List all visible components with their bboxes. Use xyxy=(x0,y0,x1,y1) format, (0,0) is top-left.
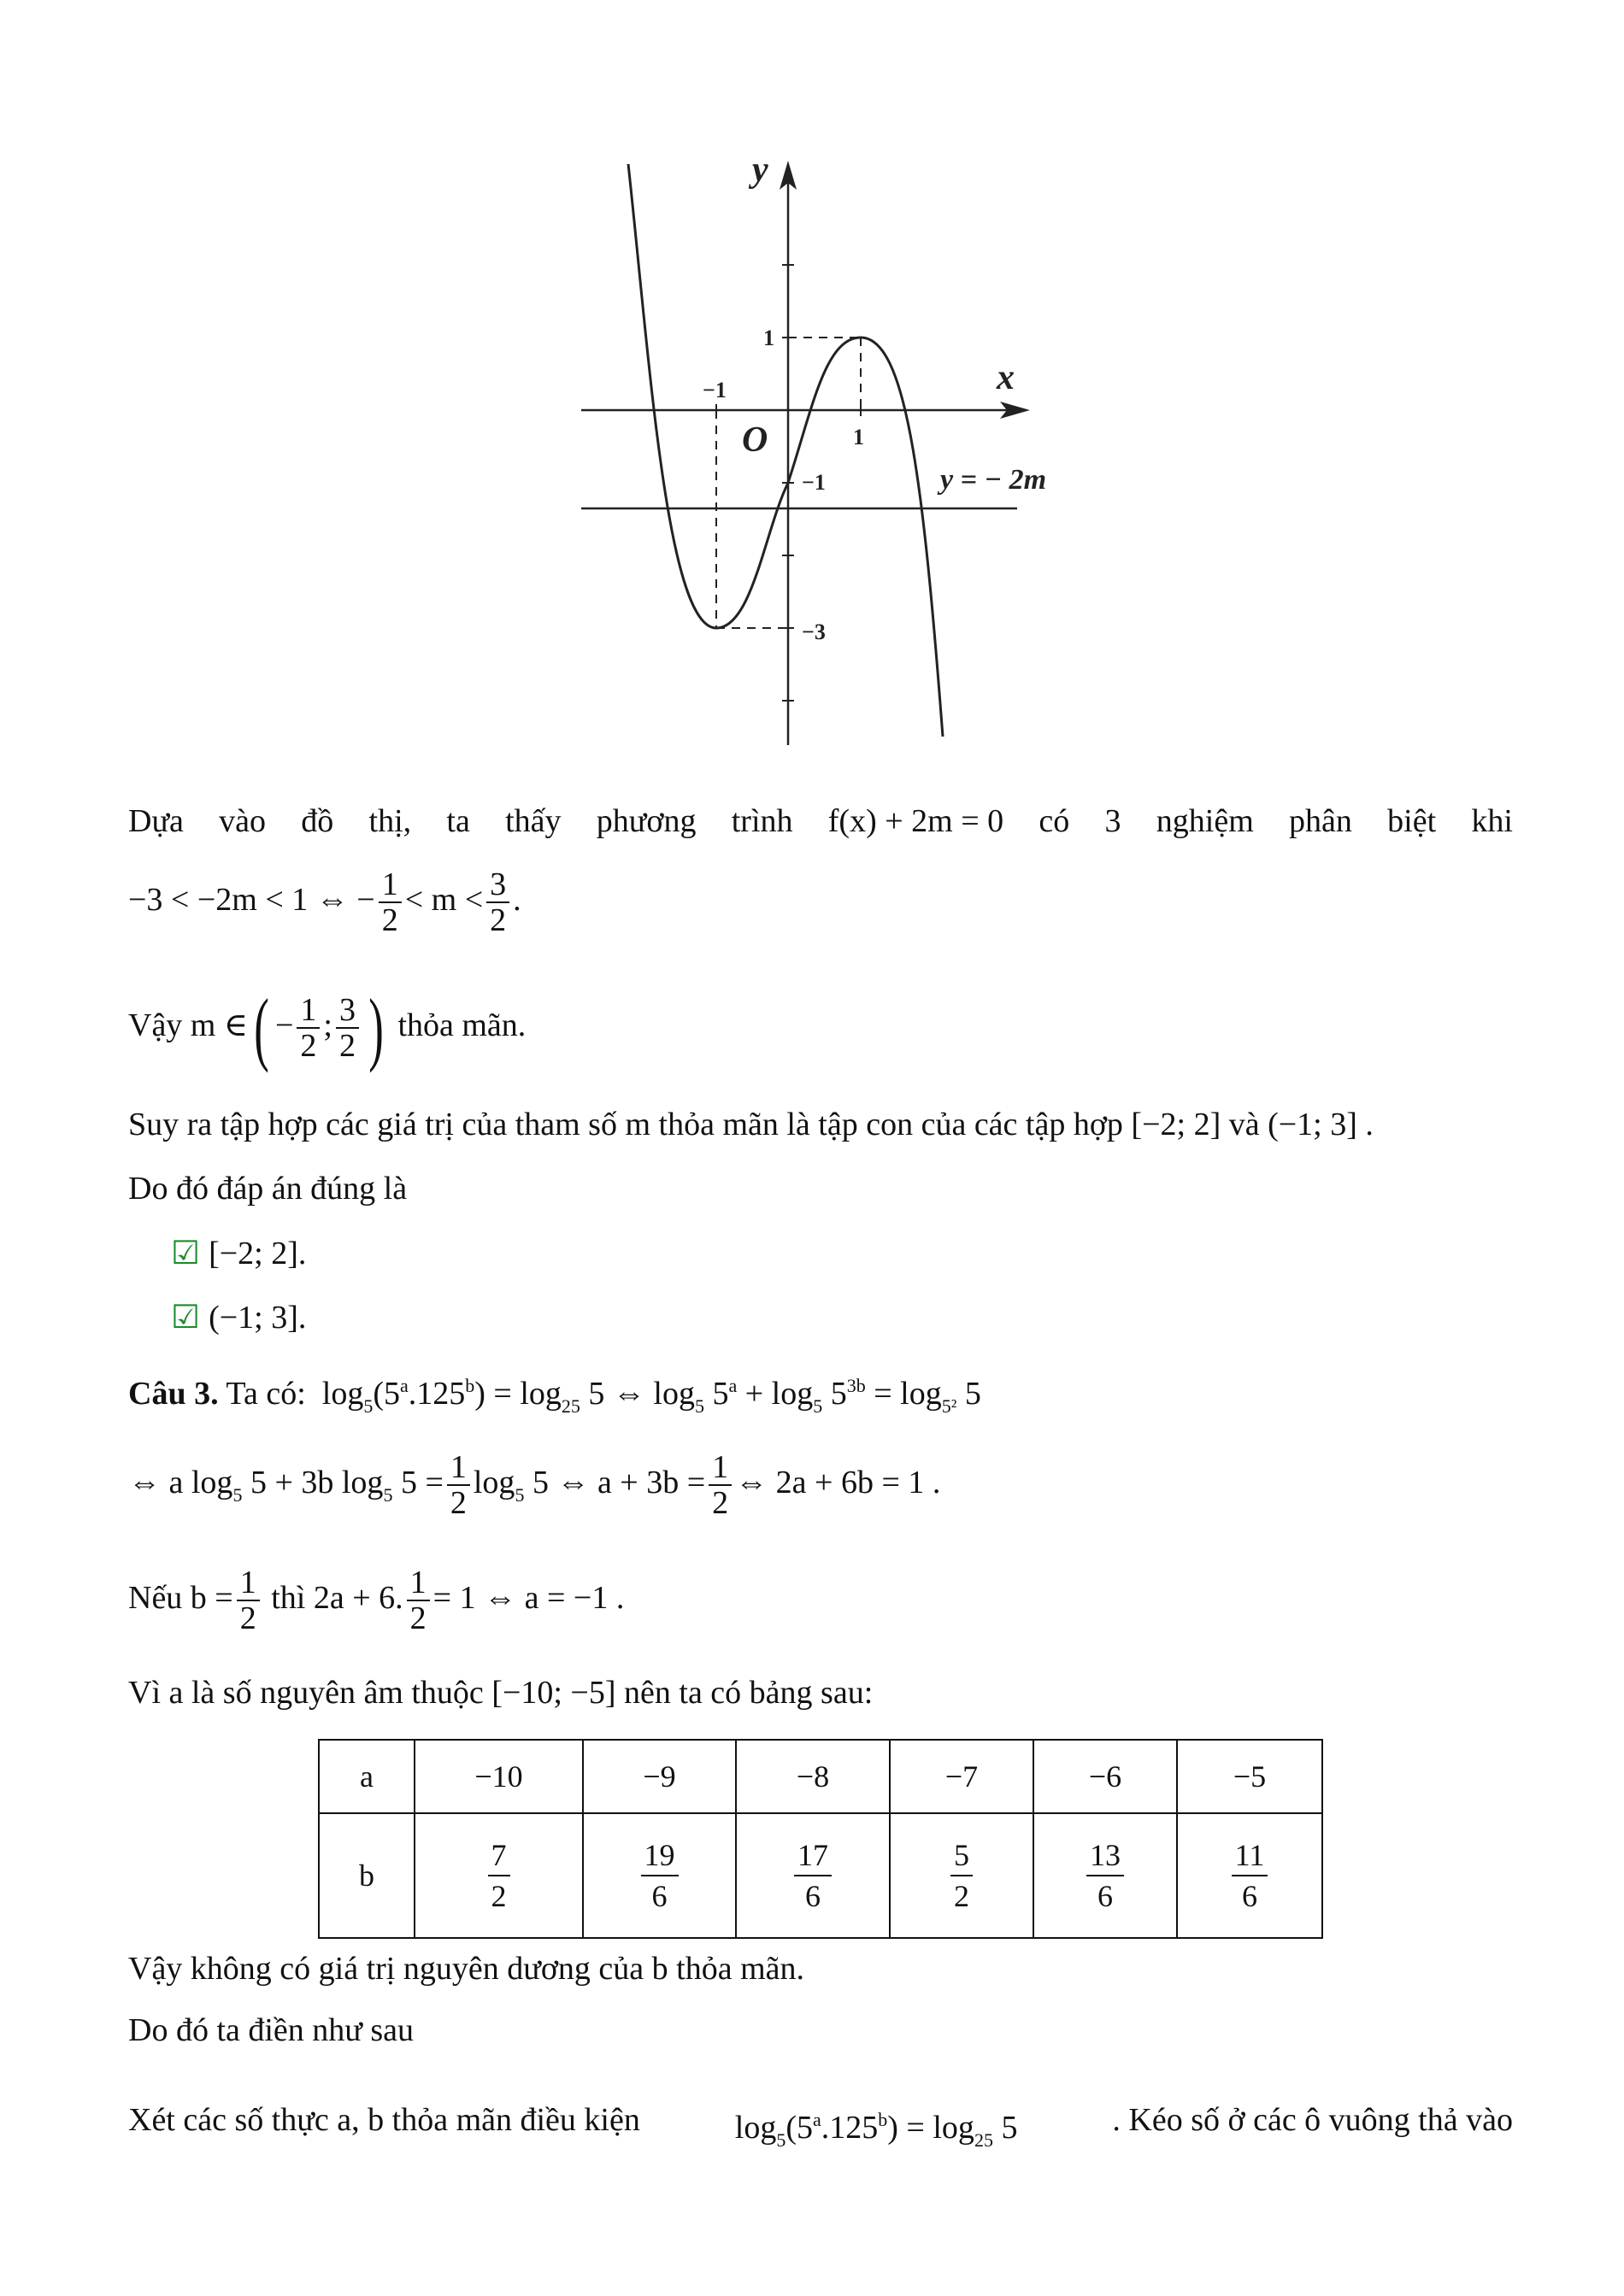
math-fragment: 5 xyxy=(822,1376,847,1412)
paragraph-no-positive-b: Vậy không có giá trị nguyên dương của b thỏa mãn. xyxy=(128,1951,805,1987)
x-axis-label: x xyxy=(997,358,1015,397)
math-fragment: ⇔ 2a + 6b = 1 . xyxy=(735,1465,941,1500)
table-cell: −7 xyxy=(890,1740,1033,1813)
word: trình xyxy=(731,803,793,839)
math-fragment: 5 xyxy=(383,1484,393,1506)
period: . xyxy=(513,882,521,918)
cubic-graph xyxy=(0,0,1624,769)
math-fragment: 3b xyxy=(846,1375,866,1396)
table-cell: $\frac{11}{6}$ xyxy=(1177,1813,1322,1938)
math-fragment: 5 xyxy=(363,1395,374,1417)
minus-sign: − xyxy=(274,1007,294,1043)
word: 3 xyxy=(1104,803,1121,839)
word: thị, xyxy=(368,803,412,839)
math-fragment: 5 xyxy=(956,1376,981,1412)
table-row-a xyxy=(319,1740,1322,1813)
close-paren: ) xyxy=(368,982,384,1074)
word: có xyxy=(1039,803,1070,839)
separator: ; xyxy=(323,1007,332,1043)
math-fragment: .125 xyxy=(408,1376,466,1412)
math-fragment: a xyxy=(728,1375,738,1396)
question-label: Câu 3. xyxy=(128,1376,219,1412)
math-fragment: a xyxy=(399,1375,409,1396)
origin-label: O xyxy=(742,420,768,460)
consider-prefix: Xét các số thực a, b thỏa mãn điều kiện xyxy=(128,2102,640,2138)
paragraph-graph-conclusion xyxy=(128,799,1513,843)
tick-label-x-neg1: −1 xyxy=(703,378,727,402)
interval-conclusion xyxy=(128,978,1513,1072)
answer-text: (−1; 3]. xyxy=(209,1300,307,1336)
open-paren: ( xyxy=(254,982,269,1074)
word: đồ xyxy=(301,803,334,839)
inequality-left: −3 < −2m < 1 ⇔ − xyxy=(128,882,375,918)
table-cell: $\frac{5}{2}$ xyxy=(890,1813,1033,1938)
question-3-line-1 xyxy=(128,1364,1513,1429)
word: Dựa xyxy=(128,803,184,839)
table-cell: $\frac{13}{6}$ xyxy=(1033,1813,1177,1938)
math-fragment: 5 + 3b log xyxy=(242,1465,384,1500)
row-header-a: a xyxy=(319,1740,415,1813)
math-fragment: 5 xyxy=(515,1484,525,1506)
table-cell: −8 xyxy=(736,1740,890,1813)
paragraph-table-intro: Vì a là số nguyên âm thuộc [−10; −5] nên ta có bảng sau: xyxy=(128,1675,874,1711)
tick-label-y-neg3: −3 xyxy=(802,620,826,644)
checkbox-checked-icon: ☑ xyxy=(171,1298,201,1336)
word: thấy xyxy=(505,803,562,839)
consider-suffix: . Kéo số ở các ô vuông thả vào xyxy=(1112,2102,1513,2138)
math-fragment: + log xyxy=(737,1376,814,1412)
fraction: $\frac{1}{2}$ xyxy=(407,1565,430,1635)
math-fragment: = 1 ⇔ a = −1 . xyxy=(432,1580,625,1616)
word: f(x) + 2m = 0 xyxy=(827,803,1004,839)
math-fragment: ) = log xyxy=(474,1376,562,1412)
table-cell: −10 xyxy=(415,1740,583,1813)
math-fragment: 5 xyxy=(813,1395,823,1417)
table-cell: −5 xyxy=(1177,1740,1322,1813)
math-fragment: 5 xyxy=(694,1395,704,1417)
fraction: $\frac{1}{2}$ xyxy=(447,1450,470,1520)
word: phân xyxy=(1289,803,1352,839)
row-header-b: b xyxy=(319,1813,415,1938)
tick-label-y-1: 1 xyxy=(763,326,774,350)
word: khi xyxy=(1471,803,1513,839)
fraction: $\frac{3}{2}$ xyxy=(336,993,359,1063)
tick-label-x-1: 1 xyxy=(853,425,864,449)
table-cell: −6 xyxy=(1033,1740,1177,1813)
word: vào xyxy=(219,803,267,839)
paragraph-subset: Suy ra tập hợp các giá trị của tham số m thỏa mãn là tập con của các tập hợp [−2; 2] và (−1; 3] . xyxy=(128,1107,1374,1142)
math-fragment: log xyxy=(321,1376,364,1412)
table-row-b xyxy=(319,1813,1322,1938)
word: ta xyxy=(446,803,470,839)
math-fragment: (5 xyxy=(373,1376,400,1412)
table-cell: $\frac{19}{6}$ xyxy=(583,1813,736,1938)
word: biệt xyxy=(1387,803,1437,839)
inequality-line xyxy=(128,866,1513,937)
table-cell: −9 xyxy=(583,1740,736,1813)
word: nghiệm xyxy=(1156,803,1254,839)
fraction: $\frac{1}{2}$ xyxy=(709,1450,732,1520)
fraction: $\frac{1}{2}$ xyxy=(237,1565,260,1635)
math-fragment: Nếu b = xyxy=(128,1580,233,1616)
answer-item-2 xyxy=(171,1295,1556,1340)
interval-prefix: Vậy m ∈ xyxy=(128,1007,248,1043)
math-fragment: 5 xyxy=(703,1376,729,1412)
paragraph-consider xyxy=(128,2098,1513,2163)
question-3-line-2 xyxy=(128,1444,1513,1534)
fraction: $\frac{1}{2}$ xyxy=(379,867,402,937)
answer-text: [−2; 2]. xyxy=(209,1236,307,1271)
tick-label-y-neg1: −1 xyxy=(802,470,826,495)
table-cell: $\frac{7}{2}$ xyxy=(415,1813,583,1938)
intro-text: Ta có: xyxy=(226,1376,306,1412)
math-fragment: 5 ⇔ a + 3b = xyxy=(524,1465,706,1500)
condition-formula: $\log_5(5^a.125^b) = \log_{25} 5$ xyxy=(734,2109,1018,2151)
paragraph-fill-intro: Do đó ta điền như sau xyxy=(128,2012,415,2048)
line-label: y = − 2m xyxy=(940,464,1047,496)
math-fragment: 5 = xyxy=(392,1465,444,1500)
math-fragment: = log xyxy=(865,1376,942,1412)
math-fragment: 5 ⇔ log xyxy=(580,1376,695,1412)
inequality-mid: < m < xyxy=(404,882,484,918)
fraction: $\frac{1}{2}$ xyxy=(297,993,320,1063)
word: phương xyxy=(596,803,697,839)
math-fragment: log xyxy=(473,1465,515,1500)
checkbox-checked-icon: ☑ xyxy=(171,1234,201,1271)
answer-item-1 xyxy=(171,1230,1556,1276)
math-fragment: 5² xyxy=(941,1395,957,1417)
math-fragment: b xyxy=(465,1375,475,1396)
math-fragment: 5 xyxy=(232,1484,243,1506)
value-table xyxy=(318,1739,1323,1939)
y-axis-label: y xyxy=(752,150,768,190)
interval-suffix: thỏa mãn. xyxy=(397,1007,527,1043)
math-fragment: thì 2a + 6. xyxy=(262,1580,403,1616)
fraction: $\frac{3}{2}$ xyxy=(486,867,509,937)
table-cell: $\frac{17}{6}$ xyxy=(736,1813,890,1938)
question-3-line-3 xyxy=(128,1559,1513,1636)
paragraph-answer-intro: Do đó đáp án đúng là xyxy=(128,1171,408,1207)
math-fragment: 25 xyxy=(561,1395,580,1417)
math-fragment: ⇔ a log xyxy=(128,1465,233,1500)
